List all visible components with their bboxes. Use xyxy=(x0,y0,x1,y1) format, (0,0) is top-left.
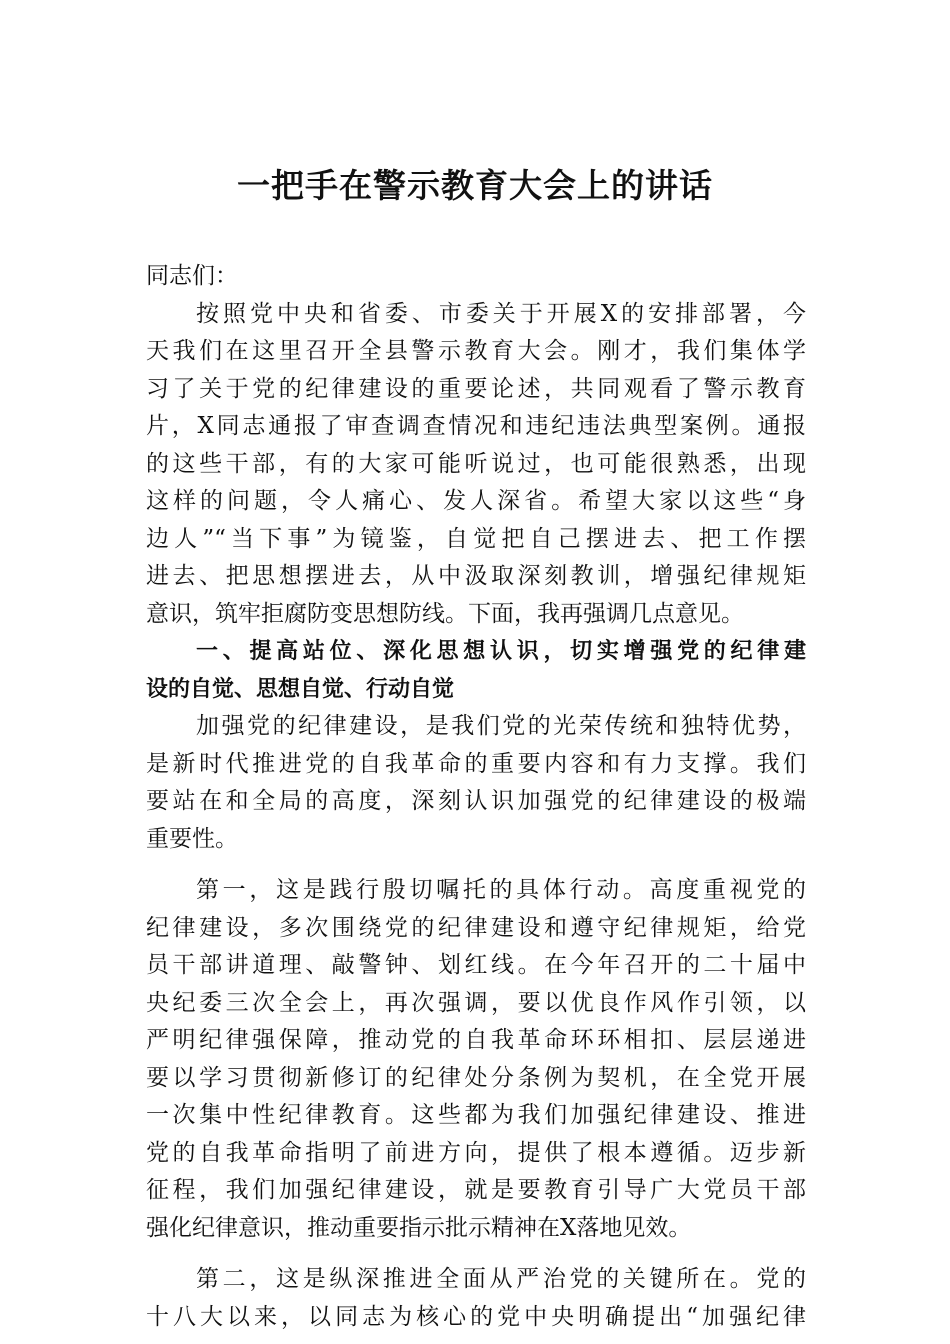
paragraph-gap xyxy=(146,1247,806,1261)
paragraph-line: 的这些干部，有的大家可能听说过，也可能很熟悉，出现 xyxy=(146,450,806,477)
paragraph-line: 强化纪律意识，推动重要指示批示精神在X落地见效。 xyxy=(146,1214,692,1241)
paragraph-line: 十八大以来，以同志为核心的党中央明确提出“加强纪律 xyxy=(146,1303,806,1330)
paragraph-line: 片，X同志通报了审查调查情况和违纪违法典型案例。通报 xyxy=(146,413,806,439)
paragraph-point-one xyxy=(146,872,806,1247)
paragraph-line: 加强党的纪律建设，是我们党的光荣传统和独特优势， xyxy=(196,713,806,739)
paragraph-line: 第二，这是纵深推进全面从严治党的关键所在。党的 xyxy=(196,1266,806,1292)
paragraph-line: 要以学习贯彻新修订的纪律处分条例为契机，在全党开展 xyxy=(146,1064,806,1091)
paragraph-line: 纪律建设，多次围绕党的纪律建设和遵守纪律规矩，给党 xyxy=(146,914,806,941)
paragraph-line: 进去、把思想摆进去，从中汲取深刻教训，增强纪律规矩 xyxy=(146,563,806,589)
paragraph-gap xyxy=(146,858,806,872)
paragraph-line: 这样的问题，令人痛心、发人深省。希望大家以这些“身 xyxy=(146,488,806,514)
paragraph-line: 是新时代推进党的自我革命的重要内容和有力支撑。我们 xyxy=(146,750,806,777)
section-heading-line: 设的自觉、思想自觉、行动自觉 xyxy=(146,676,455,702)
paragraph-line: 征程，我们加强纪律建设，就是要教育引导广大党员干部 xyxy=(146,1177,806,1203)
paragraph-line: 要站在和全局的高度，深刻认识加强党的纪律建设的极端 xyxy=(146,788,806,814)
paragraph-line: 意识，筑牢拒腐防变思想防线。下面，我再强调几点意见。 xyxy=(146,600,744,627)
paragraph-line: 党的自我革命指明了前进方向，提供了根本遵循。迈步新 xyxy=(146,1139,806,1166)
paragraph-line: 第一，这是践行殷切嘱托的具体行动。高度重视党的 xyxy=(196,877,806,903)
document-title: 一把手在警示教育大会上的讲话 xyxy=(237,166,713,205)
salutation: 同志们： xyxy=(146,263,238,289)
paragraph-line: 员干部讲道理、敲警钟、划红线。在今年召开的二十届中 xyxy=(146,952,806,978)
paragraph-point-two xyxy=(146,1261,806,1336)
paragraph-line: 一次集中性纪律教育。这些都为我们加强纪律建设、推进 xyxy=(146,1102,806,1128)
document-body xyxy=(146,258,806,1336)
paragraph-line: 天我们在这里召开全县警示教育大会。刚才，我们集体学 xyxy=(146,338,806,364)
paragraph-line: 重要性。 xyxy=(146,825,238,852)
paragraph-line: 边人”“当下事”为镜鉴，自觉把自己摆进去、把工作摆 xyxy=(146,525,806,552)
section-heading-line: 一、提高站位、深化思想认识，切实增强党的纪律建 xyxy=(196,639,806,664)
paragraph-importance xyxy=(146,708,806,858)
paragraph-line: 习了关于党的纪律建设的重要论述，共同观看了警示教育 xyxy=(146,375,806,402)
paragraph-line: 央纪委三次全会上，再次强调，要以优良作风作引领，以 xyxy=(146,989,806,1016)
section-heading xyxy=(146,633,806,708)
paragraph-opening xyxy=(146,296,806,634)
paragraph-line: 按照党中央和省委、市委关于开展X的安排部署，今 xyxy=(196,300,806,327)
paragraph-line: 严明纪律强保障，推动党的自我革命环环相扣、层层递进 xyxy=(146,1027,806,1053)
